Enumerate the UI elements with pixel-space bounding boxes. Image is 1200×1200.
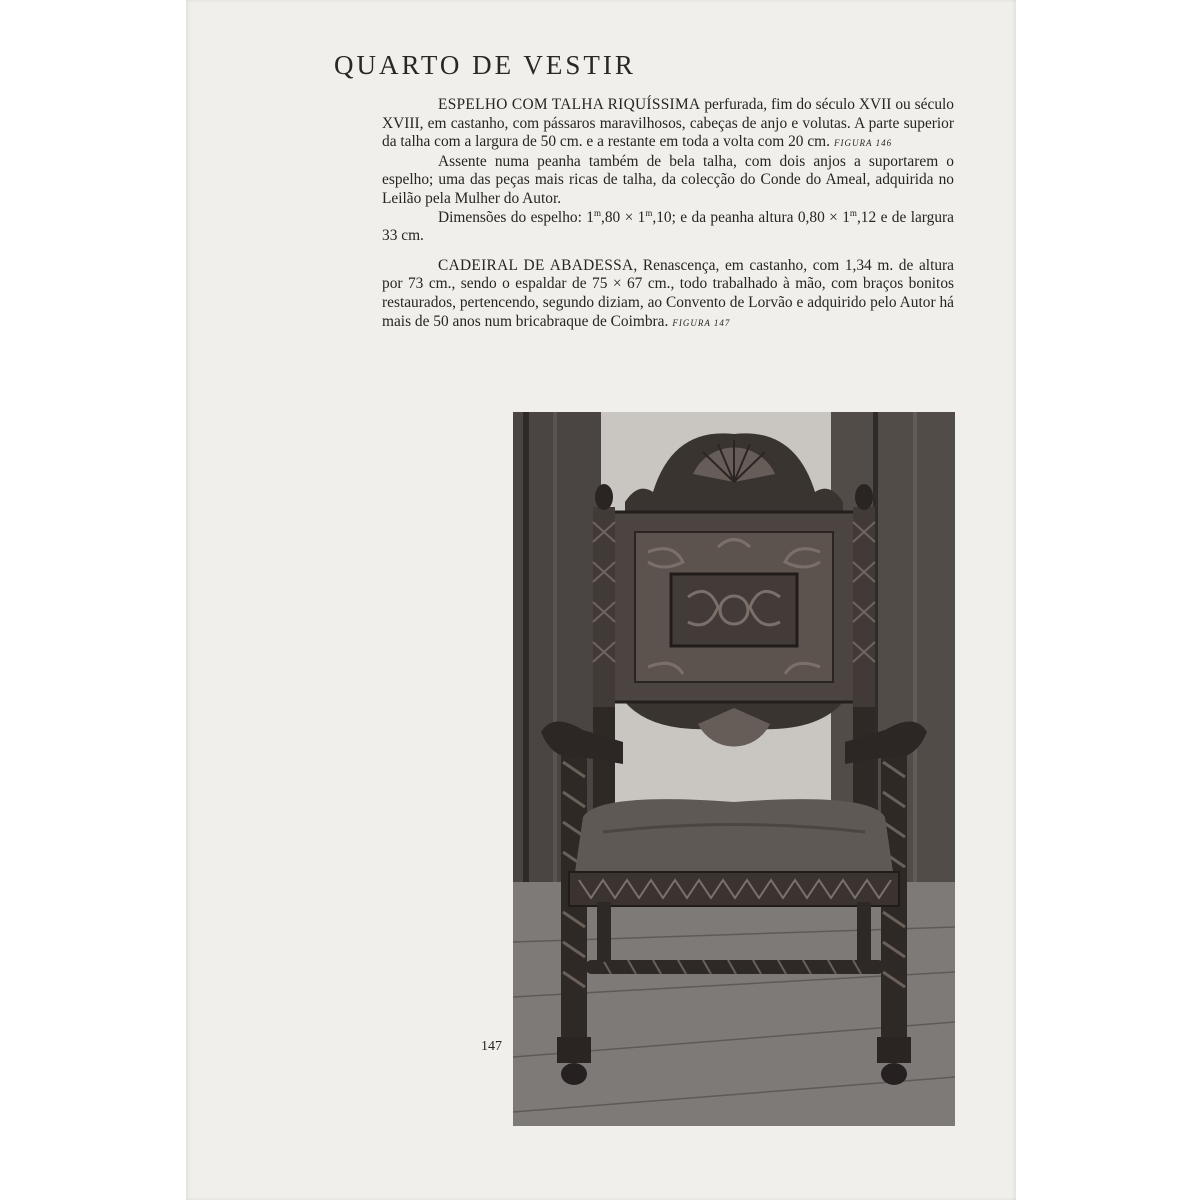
page-body-text bbox=[382, 96, 954, 332]
figure-reference: FIGURA 146 bbox=[834, 138, 893, 149]
figure-reference: FIGURA 147 bbox=[672, 317, 731, 328]
entry-mirror bbox=[382, 96, 954, 153]
entry-text: , Renascença, em castanho, com 1,34 m. de altura por 73 cm., sendo o espaldar de 75 × 67 cm., todo trabalhado à mão, com braços bonitos restaurados, pertencendo, segundo diziam, ao Convento de Lorvão e adquirido pelo Autor há mais de 50 anos num bricabraque de Coimbra. bbox=[382, 256, 954, 330]
dimensions-text: ,80 × 1 bbox=[600, 208, 646, 226]
entry-heading: CADEIRAL DE ABADESSA bbox=[438, 256, 634, 274]
entry-pedestal bbox=[382, 153, 954, 209]
dimensions-text: ,12 e de largura 33 cm. bbox=[382, 208, 955, 245]
entry-heading: ESPELHO COM TALHA RIQUÍSSIMA bbox=[438, 96, 701, 113]
unit-superscript: m bbox=[593, 207, 601, 218]
unit-superscript: m bbox=[645, 207, 653, 218]
entry-text: perfurada, fim do século XVII ou século XVIII, em castanho, com pássaros maravilhosos, cabeças de anjo e volutas. A parte superior da talha com a largura de 50 cm. e a restante em toda a volta com 20 cm. bbox=[382, 96, 954, 151]
dimensions-text: Dimensões do espelho: 1 bbox=[438, 208, 594, 226]
chair-photograph bbox=[513, 412, 955, 1126]
page-number: 147 bbox=[481, 1039, 502, 1054]
entry-abbess-chair bbox=[382, 257, 954, 332]
page-title: QUARTO DE VESTIR bbox=[334, 50, 636, 80]
entry-dimensions bbox=[382, 209, 954, 246]
unit-superscript: m bbox=[849, 207, 857, 218]
dimensions-text: ,10; e da peanha altura 0,80 × 1 bbox=[652, 208, 850, 226]
entry-text: Assente numa peanha também de bela talha, com dois anjos a suportarem o espelho; uma das peças mais ricas de talha, da colecção do Conde do Ameal, adquirida no Leilão pela Mulher do Autor. bbox=[382, 152, 954, 207]
